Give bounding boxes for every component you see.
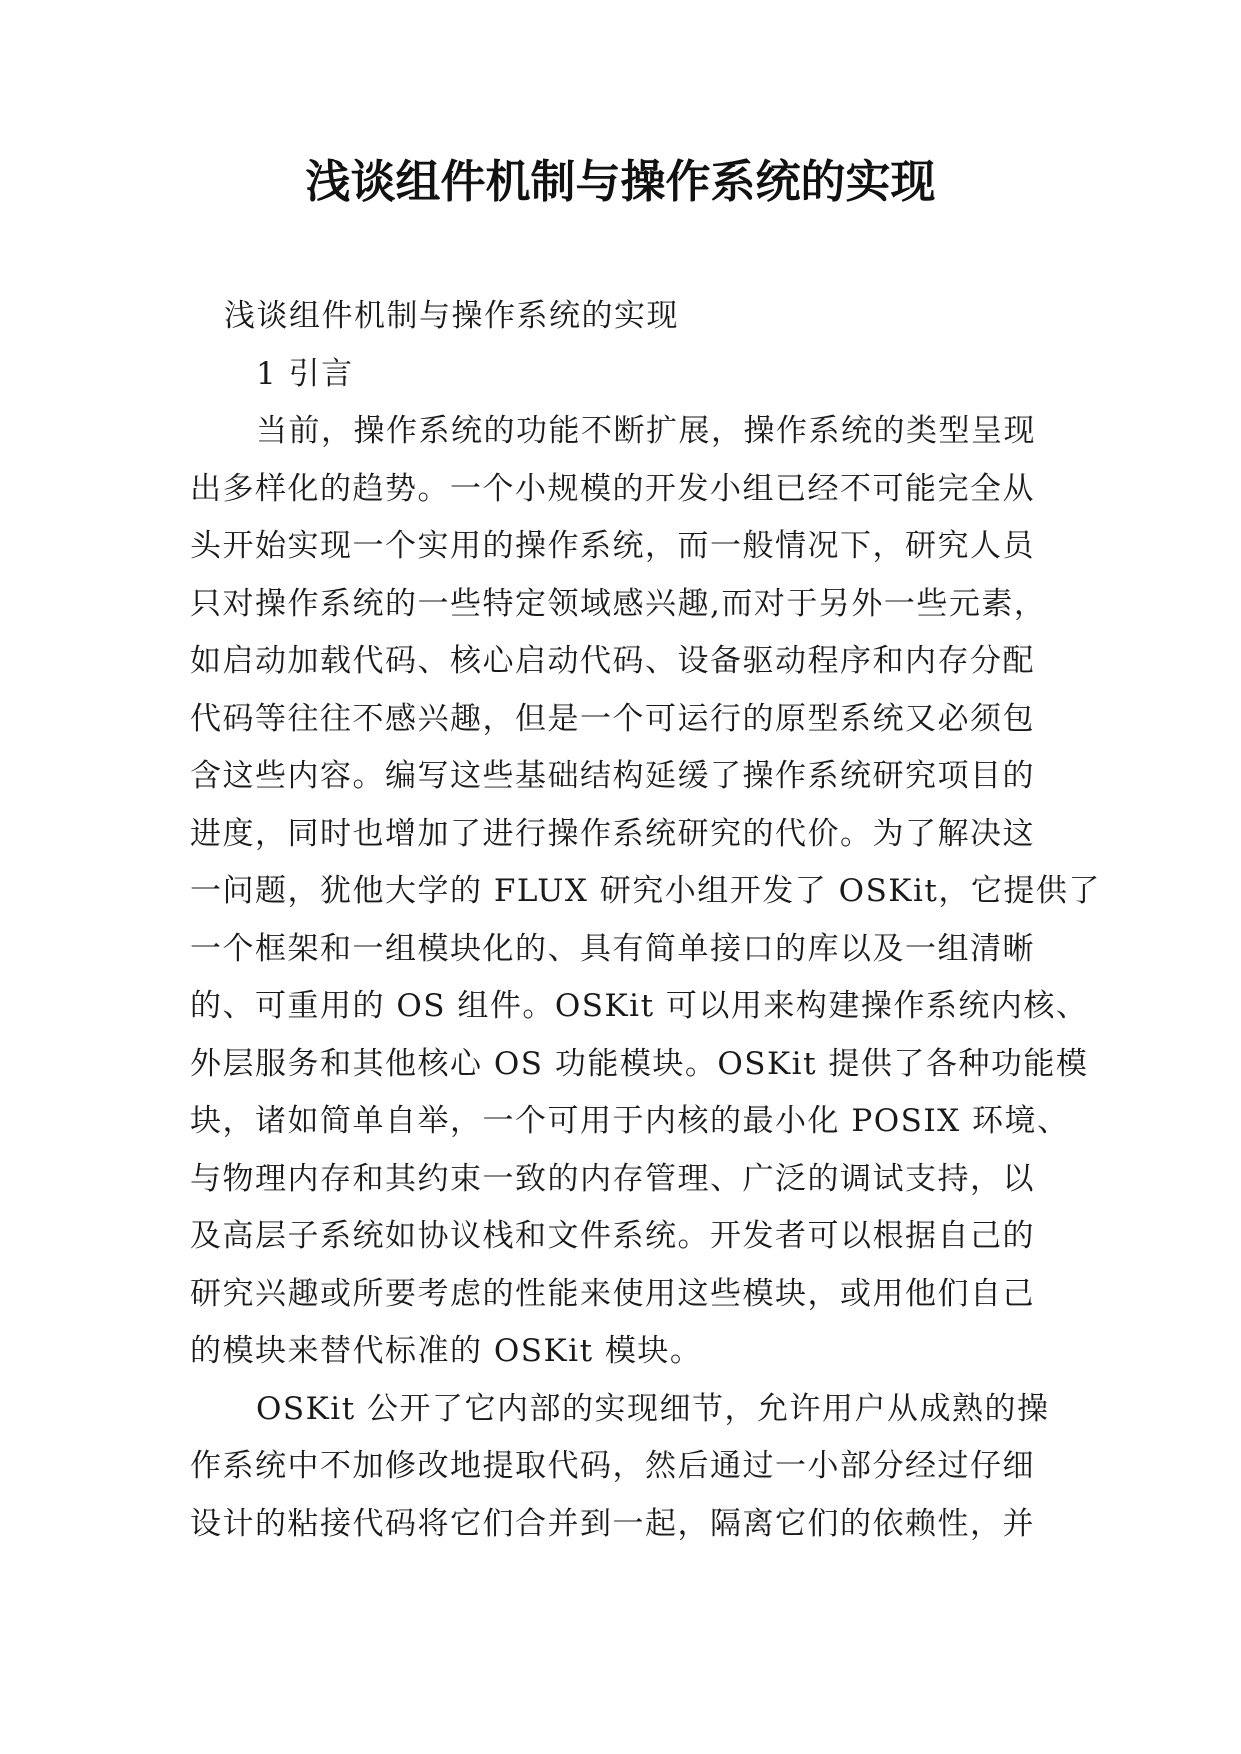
paragraph-line: 一个框架和一组模块化的、具有简单接口的库以及一组清晰 bbox=[190, 930, 1035, 967]
paragraph-line: 当前，操作系统的功能不断扩展，操作系统的类型呈现 bbox=[256, 413, 1036, 449]
paragraph-line: 含这些内容。编写这些基础结构延缓了操作系统研究项目的 bbox=[190, 758, 1035, 794]
section-heading: 1 引言 bbox=[256, 355, 354, 392]
paragraph-line: 的模块来替代标准的 OSKit 模块。 bbox=[190, 1333, 703, 1369]
paragraph-line: 头开始实现一个实用的操作系统，而一般情况下，研究人员 bbox=[190, 528, 1035, 564]
paragraph-line: 块，诸如简单自举，一个可用于内核的最小化 POSIX 环境、 bbox=[190, 1103, 1070, 1139]
paragraph-line: 出多样化的趋势。一个小规模的开发小组已经不可能完全从 bbox=[190, 470, 1035, 507]
paragraph-line: 如启动加载代码、核心启动代码、设备驱动程序和内存分配 bbox=[190, 643, 1035, 679]
paragraph-line: 代码等往往不感兴趣，但是一个可运行的原型系统又必须包 bbox=[190, 700, 1035, 737]
paragraph-line: 作系统中不加修改地提取代码，然后通过一小部分经过仔细 bbox=[190, 1448, 1035, 1484]
paragraph-line: 进度，同时也增加了进行操作系统研究的代价。为了解决这 bbox=[190, 815, 1035, 852]
paragraph-line: 设计的粘接代码将它们合并到一起，隔离它们的依赖性，并 bbox=[190, 1505, 1035, 1542]
paragraph-line: 研究兴趣或所要考虑的性能来使用这些模块，或用他们自己 bbox=[190, 1275, 1035, 1312]
paragraph-line: OSKit 公开了它内部的实现细节，允许用户从成熟的操 bbox=[256, 1390, 1050, 1427]
paragraph-line: 的、可重用的 OS 组件。OSKit 可以用来构建操作系统内核、 bbox=[190, 988, 1089, 1024]
paragraph-line: 一问题，犹他大学的 FLUX 研究小组开发了 OSKit，它提供了 bbox=[190, 873, 1101, 909]
paragraph-line: 外层服务和其他核心 OS 功能模块。OSKit 提供了各种功能模 bbox=[190, 1045, 1089, 1082]
paragraph-line: 及高层子系统如协议栈和文件系统。开发者可以根据自己的 bbox=[190, 1218, 1035, 1254]
subtitle-line: 浅谈组件机制与操作系统的实现 bbox=[224, 298, 679, 334]
document-title: 浅谈组件机制与操作系统的实现 bbox=[305, 155, 936, 208]
paragraph-line: 只对操作系统的一些特定领域感兴趣,而对于另外一些元素， bbox=[190, 585, 1047, 622]
paragraph-line: 与物理内存和其约束一致的内存管理、广泛的调试支持，以 bbox=[190, 1160, 1035, 1197]
document-body bbox=[190, 288, 1101, 1553]
